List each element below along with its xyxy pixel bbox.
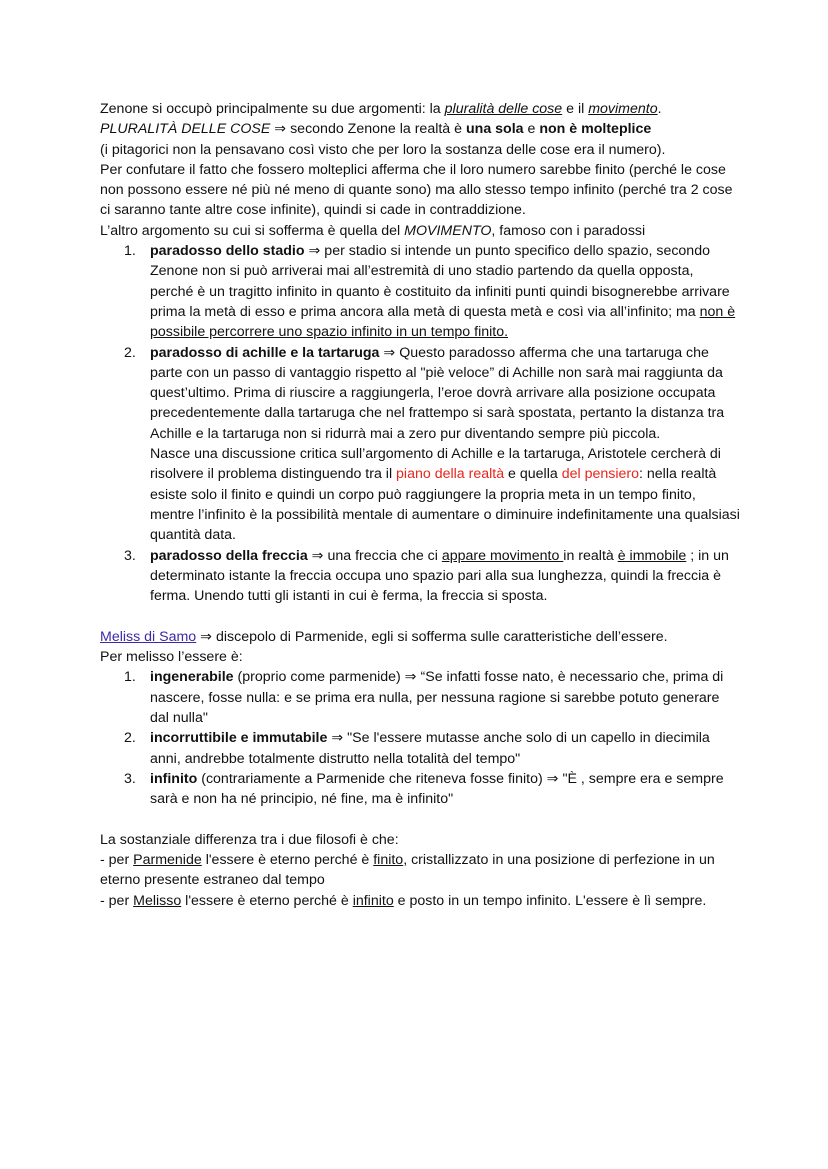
paradossi-list (100, 241, 740, 606)
text: . (657, 101, 662, 117)
essere-list (100, 667, 740, 809)
text: ⇒ discepolo di Parmenide, egli si sofferma sulle caratteristiche dell’essere. (196, 628, 668, 645)
list-number: 2. (124, 730, 136, 747)
list-item-ingenerabile (100, 667, 740, 728)
paradox-title: paradosso della freccia (150, 547, 308, 564)
item-text: ⇒ "Se l'essere mutasse anche solo di un capello in diecimila anni, andrebbe totalmente distrutto nella totalità del tempo" (150, 730, 710, 767)
bold-non-molteplice: non è molteplice (539, 121, 652, 138)
movimento-line (100, 221, 740, 241)
item-text: (proprio come parmenide) ⇒ “Se infatti fosse nato, è necessario che, prima di nascere, fosse nulla: e se prima era nulla, per nessuna ragione si sarebbe potuto generare dal nulla" (150, 669, 724, 726)
underlined-parmenide: Parmenide (133, 851, 202, 868)
differenza-melisso (100, 891, 740, 911)
list-number: 1. (124, 669, 136, 686)
confutare-paragraph: Per confutare il fatto che fossero molteplici afferma che il loro numero sarebbe finito (perché le cose non possono essere né più né meno di quante sono) ma allo stesso tempo infinito (perché tra 2 cose ci saranno tante altre cose infinite), quindi si cade in contraddizione. (100, 161, 733, 219)
underlined-melisso: Melisso (133, 892, 182, 909)
text: - per (100, 851, 134, 868)
text: e (523, 121, 540, 138)
paradox-text: ; in un determinato istante la freccia occupa uno spazio pari alla sua lunghezza, quindi la freccia è ferma. Unendo tutti gli istanti in cui è ferma, la freccia si sposta. (150, 547, 729, 605)
text: ⇒ secondo Zenone la realtà è (270, 121, 466, 138)
list-item-incorruttibile (100, 728, 740, 769)
text: e quella (504, 466, 562, 483)
text: e il (562, 101, 589, 117)
pitagorici-line: (i pitagorici non la pensavano così visto che per loro la sostanza delle cose era il numero). (100, 141, 666, 158)
text: : nella realtà esiste solo il finito e quindi un corpo può raggiungere la propria meta in un tempo finito, mentre l’infinito è la possibilità mentale di aumentare o diminuire indefinitamente una qualsiasi quantità data. (150, 466, 740, 544)
melisso-essere-line: Per melisso l’essere è: (100, 649, 243, 666)
zenone-intro-line (100, 99, 740, 119)
spacer (100, 606, 740, 626)
paradox-text: ⇒ per stadio si intende un punto specifico dello spazio, secondo Zenone non si può arriverai mai all’estremità di uno stadio partendo da quella opposta, perché è un tragitto infinito in quanto è costituito da infiniti punti quindi bisognerebbe arrivare prima la metà di esso e prima ancora alla metà di questa metà e così via all’infinito; ma (150, 243, 730, 320)
text: e posto in un tempo infinito. L'essere è lì sempre. (393, 892, 707, 909)
red-text-pensiero: del pensiero (561, 466, 640, 483)
text: Nasce una discussione critica sull’argomento di Achille e la tartaruga, Aristotele cercherà di risolvere il problema distinguendo tra il (150, 446, 721, 483)
paradox-text: ⇒ una freccia che ci (307, 547, 442, 564)
differenza-intro: La sostanziale differenza tra i due filosofi è che: (100, 831, 399, 848)
bold-una-sola: una sola (465, 121, 524, 138)
paradox-title: paradosso dello stadio (150, 243, 305, 260)
paradox-text: in realtà (563, 547, 618, 564)
red-text-realta: piano della realtà (396, 466, 505, 483)
emph-pluralita: pluralità delle cose (444, 101, 563, 117)
text: , cristallizzato in una posizione di perfezione in un eterno presente estraneo dal tempo (100, 851, 715, 889)
text: l'essere è eterno perché è (201, 851, 374, 868)
item-title: incorruttibile e immutabile (150, 730, 328, 747)
text: - per (100, 892, 134, 909)
item-text: (contrariamente a Parmenide che riteneva fosse finito) ⇒ "È , sempre era e sempre sarà e non ha né principio, né fine, ma è infinito" (150, 770, 724, 808)
pluralita-line (100, 119, 740, 139)
paradox-title: paradosso di achille e la tartaruga (150, 344, 380, 361)
aristotele-paragraph (150, 444, 740, 545)
list-item-achille (100, 343, 740, 546)
list-item-freccia (100, 546, 740, 607)
emph-movimento-caps: MOVIMENTO (404, 222, 492, 239)
text: L’altro argomento su cui si sofferma è quella del (100, 222, 405, 239)
list-number: 2. (124, 344, 136, 361)
underlined-infinito: infinito (352, 892, 394, 909)
spacer (100, 809, 740, 829)
document-page (100, 99, 740, 911)
text: l'essere è eterno perché è (181, 892, 353, 909)
text: , famoso con i paradossi (491, 222, 646, 239)
list-number: 3. (124, 770, 136, 787)
list-item-stadio (100, 241, 740, 342)
melisso-intro-line (100, 627, 740, 647)
item-title: ingenerabile (150, 669, 234, 686)
underlined-text: appare movimento (441, 547, 564, 564)
list-number: 1. (124, 243, 136, 260)
underlined-finito: finito (373, 851, 404, 868)
emph-movimento: movimento (588, 101, 658, 117)
differenza-parmenide (100, 850, 740, 891)
underlined-text: è immobile (617, 547, 687, 564)
underlined-text: non è possibile percorrere uno spazio infinito in un tempo finito. (150, 303, 736, 341)
heading-pluralita: PLURALITÀ DELLE COSE (100, 121, 271, 138)
list-number: 3. (124, 547, 136, 564)
list-item-infinito (100, 769, 740, 810)
item-title: infinito (150, 770, 198, 787)
melisso-link[interactable]: Meliss di Samo (100, 628, 197, 645)
text: Zenone si occupò principalmente su due argomenti: la (100, 101, 445, 117)
paradox-text: ⇒ Questo paradosso afferma che una tartaruga che parte con un passo di vantaggio rispetto al "piè veloce” di Achille non sarà mai raggiunta da quest’ultimo. Prima di riuscire a raggiungerla, l’eroe dovrà arrivare alla posizione occupata precedentemente dalla tartaruga che nel frattempo si sarà spostata, pertanto la distanza tra Achille e la tartaruga non si ridurrà mai a zero pur diventando sempre più piccola. (150, 344, 725, 442)
